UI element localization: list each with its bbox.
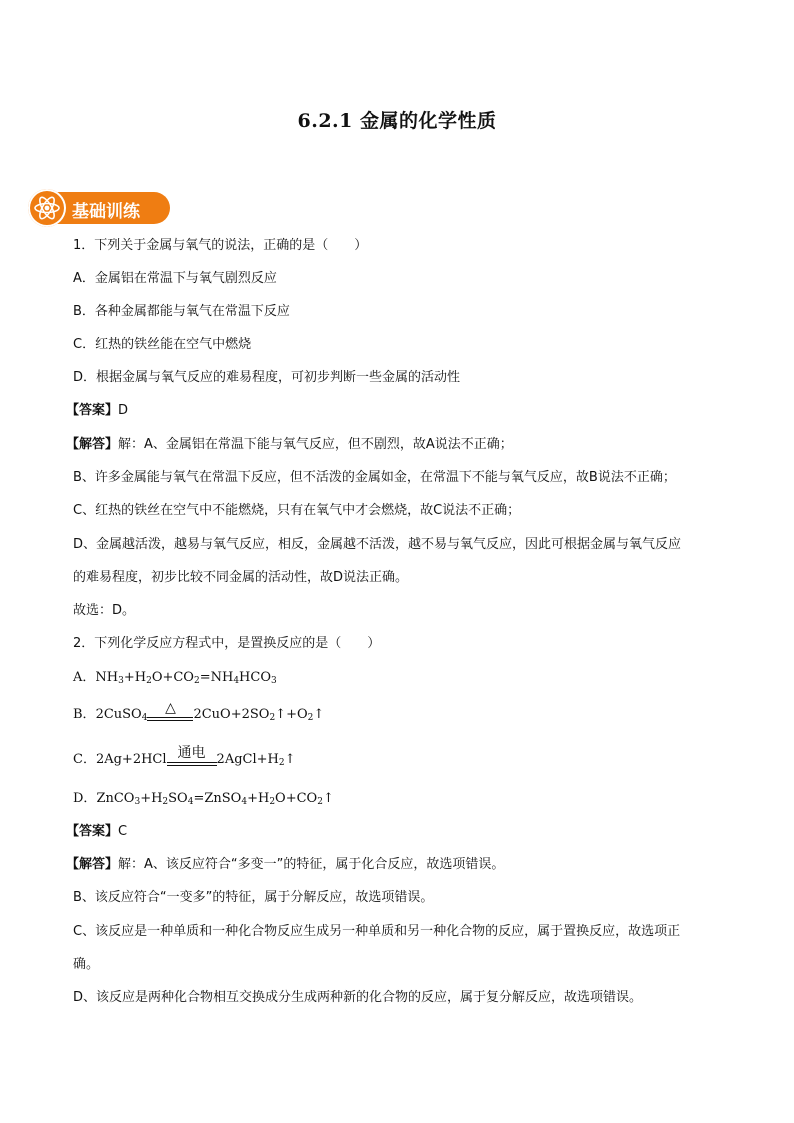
q1-option-d: D．根据金属与氧气反应的难易程度，可初步判断一些金属的活动性 bbox=[73, 370, 461, 385]
q1-answer-label: 【答案】 bbox=[66, 403, 119, 418]
q1-explain-label: 【解答】 bbox=[66, 437, 119, 452]
electrolysis-label: 通电 bbox=[177, 745, 206, 761]
q2-option-c-prefix: C． bbox=[73, 752, 96, 767]
q2-option-b: B．2CuSO$_4$ △ $2CuO+2SO_2↑+O_2↑$ bbox=[73, 700, 325, 723]
q1-explain-d1: D、金属越活泼，越易与氧气反应，相反，金属越不活泼，越不易与氧气反应，因此可根据金属与氧气反应 bbox=[73, 537, 682, 552]
q1-stem: 1．下列关于金属与氧气的说法，正确的是（ ） bbox=[73, 238, 368, 253]
q1-explain-b: B、许多金属能与氧气在常温下反应，但不活泼的金属如金，在常温下不能与氧气反应，故B说法不正确； bbox=[73, 470, 676, 485]
q2-explain-d: D、该反应是两种化合物相互交换成分生成两种新的化合物的反应，属于复分解反应，故选项错误。 bbox=[73, 990, 643, 1005]
atom-icon bbox=[32, 193, 62, 223]
section-label: 基础训练 bbox=[72, 202, 140, 222]
q1-explain-d2: 的难易程度，初步比较不同金属的活动性，故D说法正确。 bbox=[73, 570, 409, 585]
q1-choose: 故选：D。 bbox=[73, 603, 136, 618]
electrolysis-condition bbox=[167, 745, 217, 768]
q1-option-a: A．金属铝在常温下与氧气剧烈反应 bbox=[73, 271, 277, 286]
heat-symbol: △ bbox=[165, 700, 176, 716]
q1-explain-a-text: 解：A、金属铝在常温下能与氧气反应，但不剧烈，故A说法不正确； bbox=[118, 437, 513, 452]
q2-answer-value: C bbox=[118, 824, 128, 839]
q2-option-c: C．2Ag+2HCl 通电 $2AgCl+H_2↑$ bbox=[73, 745, 296, 768]
section-banner bbox=[28, 190, 170, 226]
q1-answer bbox=[66, 403, 128, 419]
q1-option-c: C．红热的铁丝能在空气中燃烧 bbox=[73, 337, 252, 352]
q2-explain-b: B、该反应符合“一变多”的特征，属于分解反应，故选项错误。 bbox=[73, 890, 434, 905]
q1-answer-value: D bbox=[118, 403, 129, 418]
banner-circle bbox=[28, 189, 66, 227]
q2-explain-a-text: 解：A、该反应符合“多变一”的特征，属于化合反应，故选项错误。 bbox=[118, 857, 505, 872]
q2-option-a: A．$NH_3+H_2O+CO_2=NH_4HCO_3$ bbox=[73, 670, 277, 686]
q2-option-b-prefix: B． bbox=[73, 707, 96, 722]
q2-stem: 2．下列化学反应方程式中，是置换反应的是（ ） bbox=[73, 636, 381, 651]
q2-explain-c2: 确。 bbox=[73, 957, 100, 972]
q2-option-d: D．$ZnCO_3+H_2SO_4=ZnSO_4+H_2O+CO_2↑$ bbox=[73, 791, 334, 807]
page-title: 6.2.1 金属的化学性质 bbox=[297, 110, 497, 132]
q2-explain-c1: C、该反应是一种单质和一种化合物反应生成另一种单质和另一种化合物的反应，属于置换反应，故选项正 bbox=[73, 924, 681, 939]
q2-explain-a bbox=[66, 857, 504, 873]
q1-explain-a bbox=[66, 437, 513, 453]
q2-explain-label: 【解答】 bbox=[66, 857, 119, 872]
q1-option-b: B．各种金属都能与氧气在常温下反应 bbox=[73, 304, 290, 319]
q2-answer bbox=[66, 824, 127, 840]
q1-explain-c: C、红热的铁丝在空气中不能燃烧，只有在氧气中才会燃烧，故C说法不正确； bbox=[73, 503, 521, 518]
q2-option-d-prefix: D． bbox=[73, 791, 97, 806]
q2-answer-label: 【答案】 bbox=[66, 824, 119, 839]
heat-condition bbox=[147, 700, 193, 723]
q2-option-a-prefix: A． bbox=[73, 670, 96, 685]
